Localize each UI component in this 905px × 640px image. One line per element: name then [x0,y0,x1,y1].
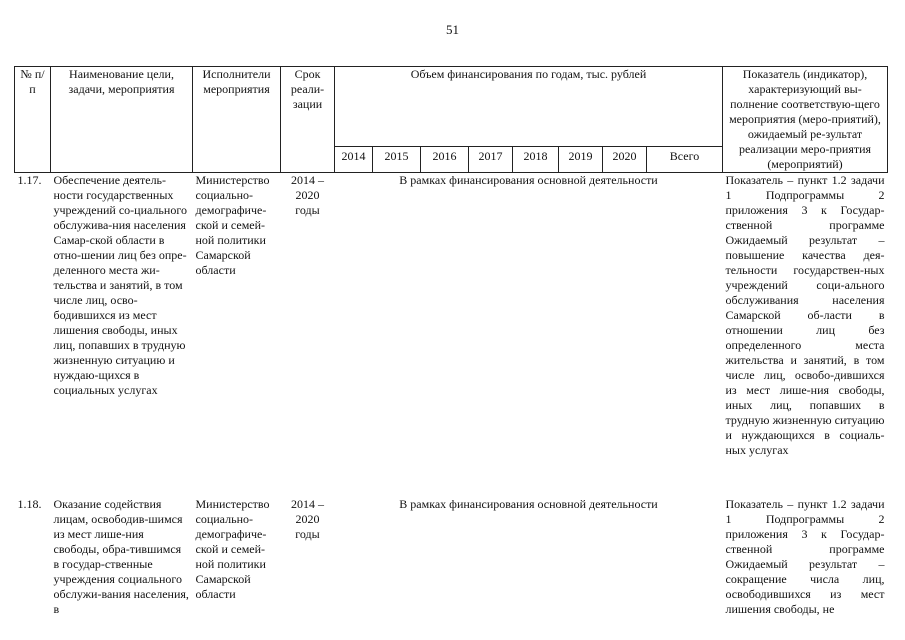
year-2020: 2020 [603,146,647,172]
header-name: Наименование цели, задачи, мероприятия [51,67,193,173]
header-indicator: Показатель (индикатор), характеризующий вы-полнение соответствую-щего мероприятия (меро-приятий), ожидаемый ре-зультат реализации меро-приятия (мероприятий) [723,67,888,173]
row-num: 1.18. [17,497,42,511]
row-executor: Министерство социально-демографиче-ской и семей-ной политики Самарской области [195,497,270,601]
year-2014: 2014 [335,146,373,172]
row-funding: В рамках финансирования основной деятельности [399,173,658,187]
header-executors: Исполнители мероприятия [193,67,281,173]
table-row [15,173,888,484]
program-activities-table [14,66,888,617]
table-row [15,483,888,617]
header-funding: Объем финансирования по годам, тыс. рублей [335,67,723,147]
year-total: Всего [647,146,723,172]
year-2015: 2015 [373,146,421,172]
row-name: Обеспечение деятель-ности государственных учреждений со-циального обслужива-ния населения Самар-ской области в отно-шении лиц без опре-деленного места жи-тельства и занятий, в том числе лиц, осво-бодившихся из мест лишения свободы, иных лиц, попавших в трудную жизненную ситуацию и нуждаю-щихся в социальных услугах [53,173,187,397]
row-funding: В рамках финансирования основной деятельности [399,497,658,511]
year-2018: 2018 [513,146,559,172]
row-name: Оказание содействия лицам, освободив-шимся из мест лише-ния свободы, обра-тившимся в государ-ственные учреждения социального обслужи-вания населения, в [53,497,189,616]
header-term: Срок реали-зации [281,67,335,173]
row-term: 2014 – 2020 годы [291,497,324,541]
year-2017: 2017 [469,146,513,172]
page-number: 51 [446,22,459,37]
year-2016: 2016 [421,146,469,172]
year-2019: 2019 [559,146,603,172]
row-executor: Министерство социально-демографиче-ской и семей-ной политики Самарской области [195,173,270,277]
row-indicator: Показатель – пункт 1.2 задачи 1 Подпрограммы 2 приложения 3 к Государ-ственной программе Ожидаемый результат – повышение качества дея-тельности государствен-ных учреждений соци-ального обслуживания населения Самарской об-ласти в отношении лиц без определенного места жительства и занятий, в том числе лиц, освобо-дившихся из мест лише-ния свободы, иных лиц, попавших в трудную жизненную ситуацию и нуждающихся в социаль-ных услугах [725,173,885,457]
header-num: № п/п [15,67,51,173]
row-term: 2014 – 2020 годы [291,173,324,217]
row-indicator: Показатель – пункт 1.2 задачи 1 Подпрограммы 2 приложения 3 к Государ-ственной программе Ожидаемый результат – сокращение числа лиц, освободившихся из мест лишения свободы, не [725,497,885,616]
row-num: 1.17. [17,173,42,187]
